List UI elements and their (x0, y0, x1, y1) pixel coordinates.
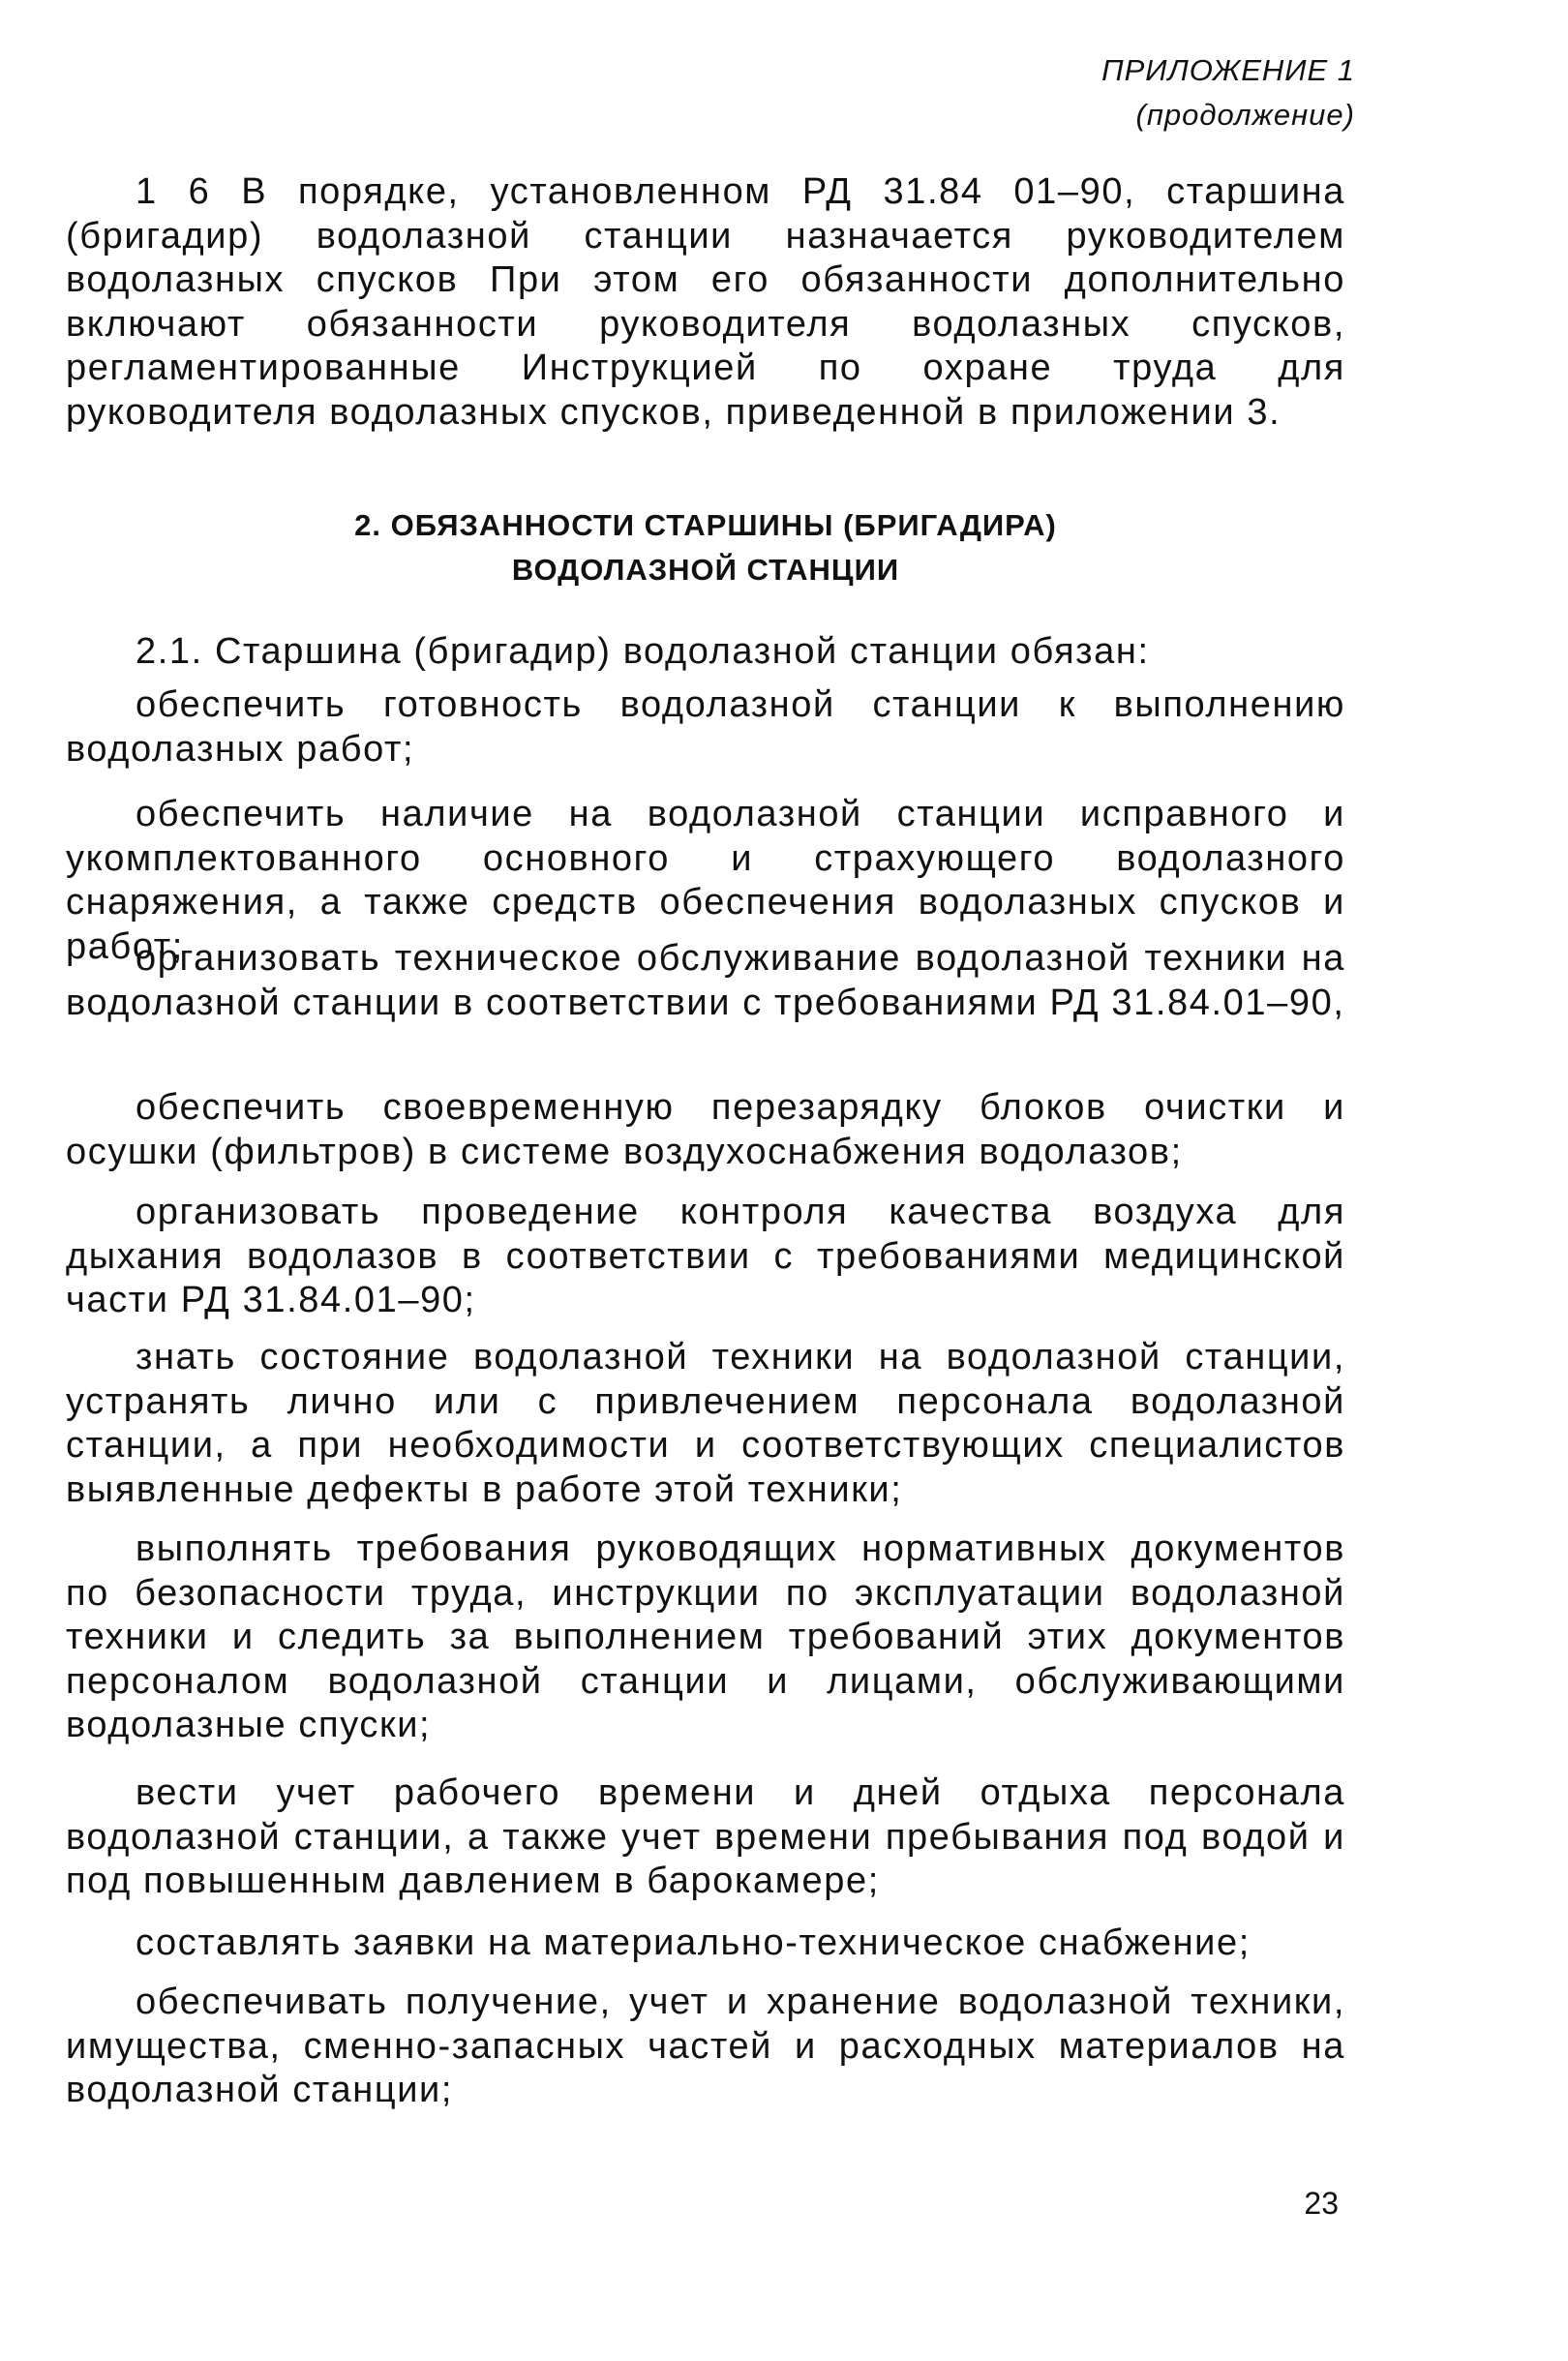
section-2-heading (66, 503, 1345, 592)
page-number: 23 (1304, 2186, 1339, 2221)
duty-item: организовать проведение контроля качества воздуха для дыхания водолазов в соответствии с требованиями медицинской части РД 31.84.01–90; (66, 1192, 1345, 1320)
duty-item: обеспечить своевременную перезарядку блоков очистки и осушки (фильтров) в системе воздухоснабжения водолазов; (66, 1087, 1345, 1172)
duty-item: обеспечить наличие на водолазной станции исправного и укомплектованного основного и страхующего водолазного снаряжения, а также средств обеспечения водолазных спусков и работ; (66, 794, 1345, 967)
duty-item: составлять заявки на материально-техническое снабжение; (136, 1922, 1251, 1963)
duty-item: обеспечивать получение, учет и хранение водолазной техники, имущества, сменно-запасных частей и расходных материалов на водолазной станции; (66, 1982, 1345, 2110)
appendix-continuation: (продолжение) (1135, 98, 1355, 132)
section-heading-line: 2. ОБЯЗАННОСТИ СТАРШИНЫ (БРИГАДИРА) (354, 508, 1057, 542)
appendix-header (1101, 48, 1355, 137)
paragraph-1-6: 1 6 В порядке, установленном РД 31.84 01–90, старшина (бригадир) водолазной станции назначается руководителем водолазных спусков При этом его обязанности дополнительно включают обязанности руководителя водолазных спусков, регламентированные Инструкцией по охране труда для руководителя водолазных спусков, приведенной в приложении 3. (66, 171, 1345, 433)
appendix-title: ПРИЛОЖЕНИЕ 1 (1101, 53, 1355, 87)
duty-item: знать состояние водолазной техники на водолазной станции, устранять лично или с привлечением персонала водолазной станции, а при необходимости и соответствующих специалистов выявленные дефекты в работе этой техники; (66, 1337, 1345, 1510)
duty-item: обеспечить готовность водолазной станции к выполнению водолазных работ; (66, 684, 1345, 770)
section-2-1-intro: 2.1. Старшина (бригадир) водолазной станции обязан: (136, 631, 1150, 672)
duty-item: выполнять требования руководящих нормативных документов по безопасности труда, инструкции по эксплуатации водолазной техники и следить за выполнением требований этих документов персоналом водолазной станции и лицами, обслуживающими водолазные спуски; (66, 1529, 1345, 1745)
section-heading-line: ВОДОЛАЗНОЙ СТАНЦИИ (511, 553, 900, 587)
duty-item: вести учет рабочего времени и дней отдыха персонала водолазной станции, а также учет времени пребывания под водой и под повышенным давлением в барокамере; (66, 1772, 1345, 1901)
duty-item: организовать техническое обслуживание водолазной техники на водолазной станции в соответствии с требованиями РД 31.84.01–90, (66, 938, 1345, 1023)
